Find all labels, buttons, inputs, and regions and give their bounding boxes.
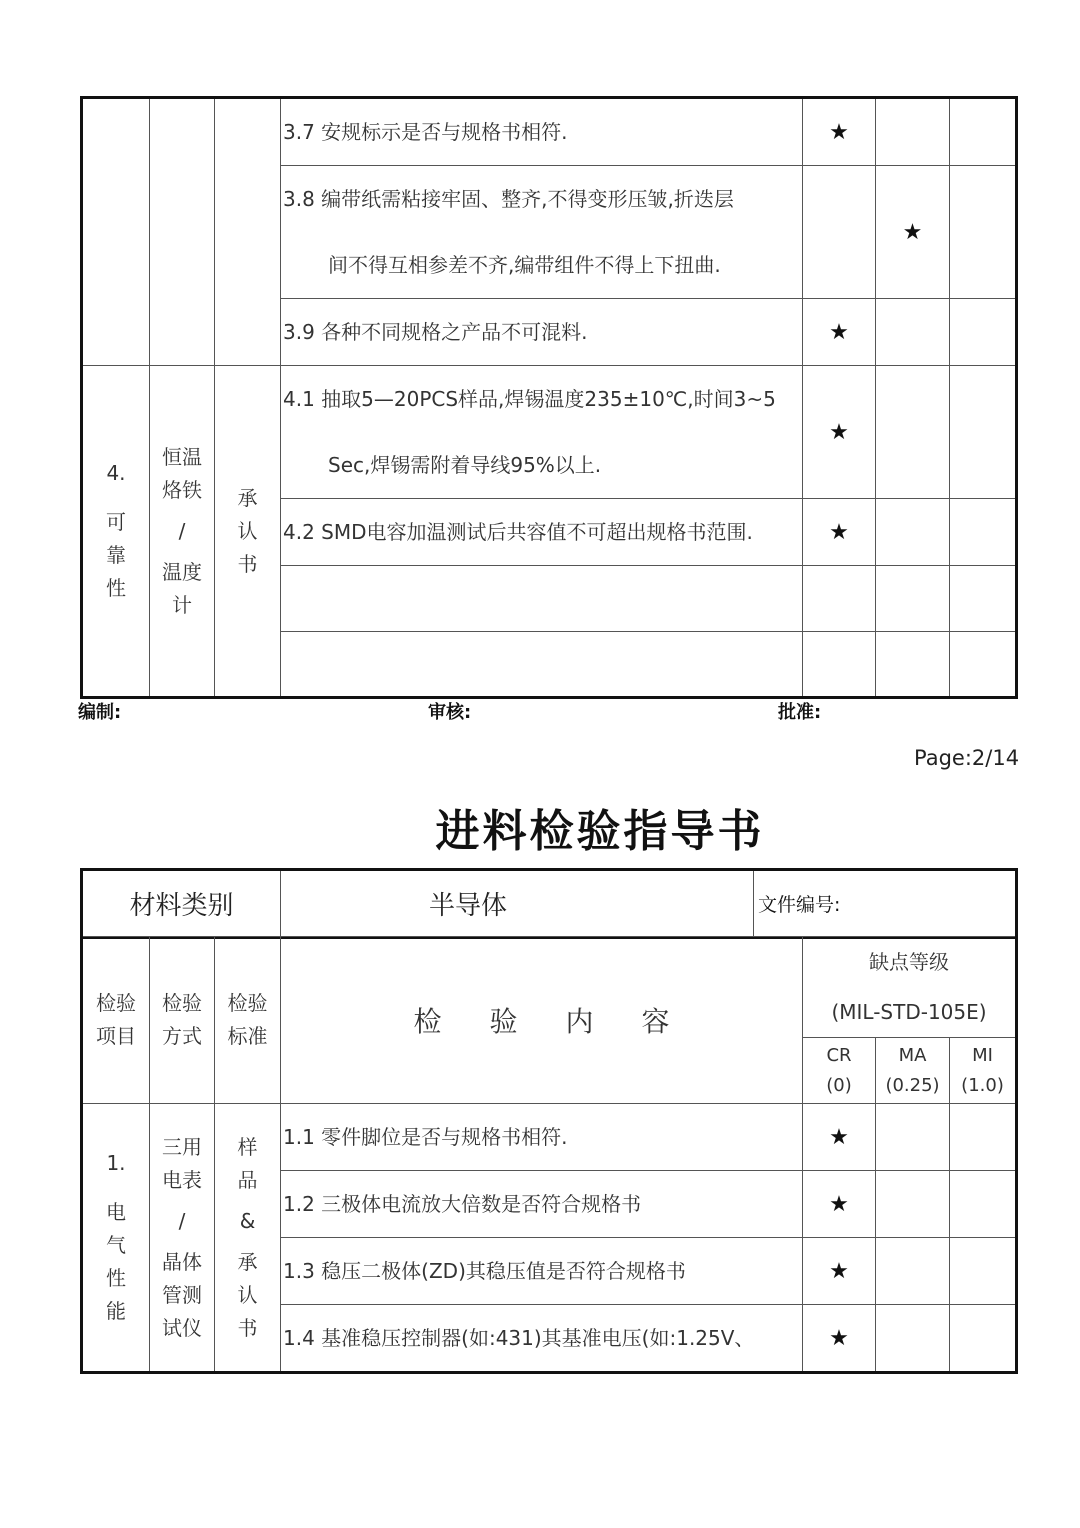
mi-cell (950, 499, 1017, 566)
column-header-mi: MI (1.0) (950, 1038, 1017, 1104)
mi-cell (950, 566, 1017, 632)
cr-star: ★ (803, 499, 876, 566)
mi-cell (950, 166, 1017, 299)
ma-cell (876, 366, 950, 499)
material-category-label: 材料类别 (82, 870, 281, 938)
cr-star: ★ (803, 1238, 876, 1305)
cr-star: ★ (803, 1104, 876, 1171)
method-multimeter-transistor-tester: 三用 电表 / 晶体 管测 试仪 (150, 1104, 215, 1373)
inspection-table-continued (80, 96, 1018, 699)
ma-cell (876, 1238, 950, 1305)
inspection-content-1-2: 1.2 三极体电流放大倍数是否符合规格书 (281, 1171, 803, 1238)
standard-sample-spec: 样 品 & 承 认 书 (215, 1104, 281, 1373)
mi-cell (950, 98, 1017, 166)
cr-star: ★ (803, 98, 876, 166)
mi-cell (950, 1305, 1017, 1373)
column-header-ma: MA (0.25) (876, 1038, 950, 1104)
mi-cell (950, 1104, 1017, 1171)
method-soldering-iron: 恒温 烙铁 / 温度 计 (150, 366, 215, 698)
inspection-content-empty (281, 632, 803, 698)
inspection-content-1-1: 1.1 零件脚位是否与规格书相符. (281, 1104, 803, 1171)
inspection-content-1-4: 1.4 基准稳压控制器(如:431)其基准电压(如:1.25V、 (281, 1305, 803, 1373)
method-cell-empty (150, 98, 215, 366)
ma-cell (876, 499, 950, 566)
item-cell-empty (82, 98, 150, 366)
ma-cell (876, 1104, 950, 1171)
ma-cell (876, 98, 950, 166)
ma-star: ★ (876, 166, 950, 299)
material-category-value: 半导体 (281, 870, 754, 938)
cr-cell (803, 566, 876, 632)
inspection-content-4-1: 4.1 抽取5—20PCS样品,焊锡温度235±10℃,时间3~5 Sec,焊锡需附着导线95%以上. (281, 366, 803, 499)
inspection-table (80, 936, 1018, 1374)
standard-spec-book: 承 认 书 (215, 366, 281, 698)
mi-cell (950, 1171, 1017, 1238)
ma-cell (876, 1305, 950, 1373)
mi-cell (950, 1238, 1017, 1305)
ma-cell (876, 1171, 950, 1238)
page-number: Page:2/14 (914, 746, 1020, 770)
reviewed-by-label: 审核: (428, 702, 472, 723)
inspection-content-3-7: 3.7 安规标示是否与规格书相符. (281, 98, 803, 166)
document-title: 进料检验指导书 (435, 806, 765, 857)
item-reliability: 4. 可 靠 性 (82, 366, 150, 698)
inspection-content-1-3: 1.3 稳压二极体(ZD)其稳压值是否符合规格书 (281, 1238, 803, 1305)
inspection-content-3-8: 3.8 编带纸需粘接牢固、整齐,不得变形压皱,折迭层 间不得互相参差不齐,编带组件不得上下扭曲. (281, 166, 803, 299)
ma-cell (876, 632, 950, 698)
inspection-content-4-2: 4.2 SMD电容加温测试后共容值不可超出规格书范围. (281, 499, 803, 566)
column-header-method: 检验 方式 (150, 937, 215, 1104)
standard-cell-empty (215, 98, 281, 366)
cr-star: ★ (803, 366, 876, 499)
mi-cell (950, 632, 1017, 698)
approved-by-label: 批准: (778, 702, 822, 723)
document-header-table (80, 868, 1018, 939)
cr-cell (803, 632, 876, 698)
cr-star: ★ (803, 1171, 876, 1238)
item-electrical-performance: 1. 电 气 性 能 (82, 1104, 150, 1373)
ma-cell (876, 566, 950, 632)
mi-cell (950, 299, 1017, 366)
column-header-cr: CR (0) (803, 1038, 876, 1104)
ma-cell (876, 299, 950, 366)
column-header-item: 检验 项目 (82, 937, 150, 1104)
cr-star: ★ (803, 1305, 876, 1373)
cr-star: ★ (803, 299, 876, 366)
inspection-content-3-9: 3.9 各种不同规格之产品不可混料. (281, 299, 803, 366)
column-header-content: 检 验 内 容 (281, 937, 803, 1104)
cr-cell (803, 166, 876, 299)
prepared-by-label: 编制: (78, 702, 122, 723)
column-header-standard: 检验 标准 (215, 937, 281, 1104)
column-header-defect-grade: 缺点等级 (MIL-STD-105E) (803, 937, 1017, 1038)
inspection-content-empty (281, 566, 803, 632)
mi-cell (950, 366, 1017, 499)
file-number-field: 文件编号: (754, 870, 1017, 938)
